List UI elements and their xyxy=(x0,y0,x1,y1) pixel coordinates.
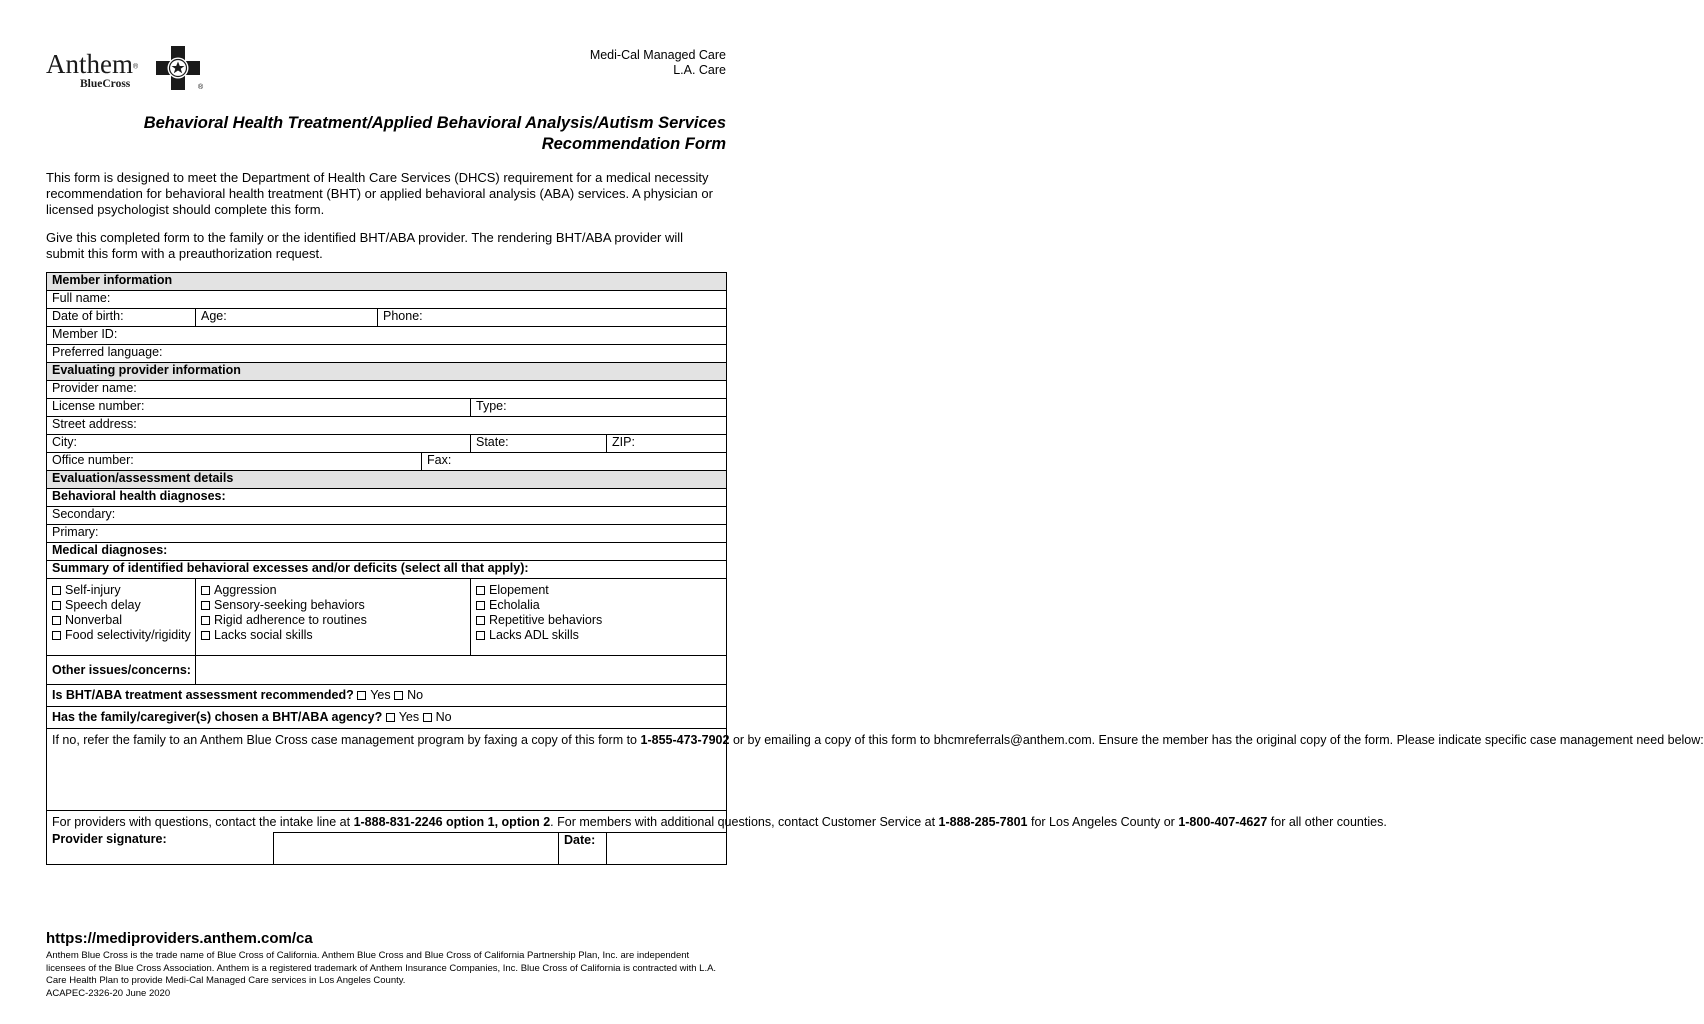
license-number-field[interactable]: License number: xyxy=(47,399,471,417)
checkbox-box-icon xyxy=(357,691,366,700)
checkbox-box-icon xyxy=(52,601,61,610)
logo-wordmark: Anthem® xyxy=(46,49,139,79)
legal-disclaimer xyxy=(46,950,726,1000)
checkbox-box-icon xyxy=(476,631,485,640)
medical-diagnoses-field[interactable]: Medical diagnoses: xyxy=(47,543,727,561)
checkbox-aggression[interactable]: Aggression xyxy=(201,583,465,598)
primary-diagnosis-field[interactable]: Primary: xyxy=(47,525,727,543)
checkbox-repetitive-behaviors[interactable]: Repetitive behaviors xyxy=(476,613,721,628)
section-heading-member: Member information xyxy=(47,273,727,291)
checkbox-lacks-adl-skills[interactable]: Lacks ADL skills xyxy=(476,628,721,643)
provider-name-field[interactable]: Provider name: xyxy=(47,381,727,399)
provider-website-link[interactable]: https://mediproviders.anthem.com/ca xyxy=(46,930,313,947)
checkbox-box-icon xyxy=(52,631,61,640)
member-id-field[interactable]: Member ID: xyxy=(47,327,727,345)
checkbox-box-icon xyxy=(476,601,485,610)
checkbox-rigid-adherence[interactable]: Rigid adherence to routines xyxy=(201,613,465,628)
phone-field[interactable]: Phone: xyxy=(378,309,727,327)
provider-contact-info: For providers with questions, contact the intake line at 1-888-831-2246 option 1, option 2. For members with additional questions, contact Customer Service at 1-888-285-7801 for Los Angeles County or 1-800-407-4627 for all other counties. xyxy=(47,810,727,832)
logo-subtitle: BlueCross xyxy=(80,78,131,90)
intro-paragraph-instructions: Give this completed form to the family or the identified BHT/ABA provider. The rendering BHT/ABA provider will submit this form with a preauthorization request. xyxy=(46,230,684,261)
checkbox-box-icon xyxy=(201,601,210,610)
checkbox-box-icon xyxy=(423,713,432,722)
no-checkbox-agency[interactable]: No xyxy=(423,710,452,724)
checkbox-food-selectivity[interactable]: Food selectivity/rigidity xyxy=(52,628,190,643)
form-code: ACAPEC-2326-20 June 2020 xyxy=(46,987,171,999)
question-agency-chosen: Has the family/caregiver(s) chosen a BHT/ABA agency? Yes No xyxy=(47,707,727,729)
checkbox-column-2 xyxy=(196,579,471,656)
legal-disclaimer-text: Anthem Blue Cross is the trade name of Blue Cross of California. Anthem Blue Cross and Blue Cross of California Partnership Plan, Inc. are independent licensees of the Blue Cross Association. Anthem is a registered trademark of Anthem Insurance Companies, Inc. Blue Cross of California is contracted with L.A. Care Health Plan to provide Medi-Cal Managed Care services in Los Angeles County. xyxy=(46,950,717,986)
yes-checkbox-assessment[interactable]: Yes xyxy=(357,688,390,702)
form-title-line2: Recommendation Form xyxy=(541,135,726,153)
date-field[interactable] xyxy=(607,832,727,864)
checkbox-box-icon xyxy=(476,616,485,625)
checkbox-column-3 xyxy=(471,579,727,656)
anthem-logo xyxy=(46,44,206,94)
checkbox-column-1 xyxy=(47,579,196,656)
checkbox-sensory-seeking[interactable]: Sensory-seeking behaviors xyxy=(201,598,465,613)
recommendation-form-table xyxy=(46,272,1704,865)
question-assessment-recommended: Is BHT/ABA treatment assessment recommended? Yes No xyxy=(47,685,727,707)
intake-line-number: 1-888-831-2246 option 1, option 2 xyxy=(353,814,551,829)
checkbox-box-icon xyxy=(394,691,403,700)
checkbox-lacks-social-skills[interactable]: Lacks social skills xyxy=(201,628,465,643)
fax-field[interactable]: Fax: xyxy=(422,453,727,471)
intro-paragraph-purpose: This form is designed to meet the Department of Health Care Services (DHCS) requirement for a medical necessity recommendation for behavioral health treatment (BHT) or applied behavioral analysis (ABA) services. A physician or licensed psychologist should complete this form. xyxy=(46,170,713,217)
behavioral-health-diagnoses-label: Behavioral health diagnoses: xyxy=(47,489,727,507)
other-issues-field[interactable] xyxy=(196,656,727,685)
other-issues-label: Other issues/concerns: xyxy=(47,656,196,685)
office-number-field[interactable]: Office number: xyxy=(47,453,422,471)
plan-names xyxy=(590,48,726,78)
no-checkbox-assessment[interactable]: No xyxy=(394,688,423,702)
provider-signature-field[interactable] xyxy=(274,832,559,864)
registered-mark: ® xyxy=(198,84,204,91)
checkbox-speech-delay[interactable]: Speech delay xyxy=(52,598,190,613)
summary-label: Summary of identified behavioral excesses and/or deficits (select all that apply): xyxy=(47,561,727,579)
blue-cross-shield-icon xyxy=(154,44,202,92)
checkbox-nonverbal[interactable]: Nonverbal xyxy=(52,613,190,628)
checkbox-box-icon xyxy=(52,586,61,595)
date-label: Date: xyxy=(559,832,607,864)
plan-name-medi-cal: Medi-Cal Managed Care xyxy=(589,48,726,62)
plan-name-la-care: L.A. Care xyxy=(673,63,726,77)
checkbox-elopement[interactable]: Elopement xyxy=(476,583,721,598)
provider-signature-label: Provider signature: xyxy=(47,832,274,864)
full-name-field[interactable]: Full name: xyxy=(47,291,727,309)
preferred-language-field[interactable]: Preferred language: xyxy=(47,345,727,363)
checkbox-box-icon xyxy=(201,586,210,595)
checkbox-box-icon xyxy=(52,616,61,625)
section-heading-provider: Evaluating provider information xyxy=(47,363,727,381)
customer-service-other-number: 1-800-407-4627 xyxy=(1178,814,1268,829)
case-management-referral-text: If no, refer the family to an Anthem Blue Cross case management program by faxing a copy of this form to 1-855-473-7902 or by emailing a copy of this form to bhcmreferrals@anthem.com. Ensure the member has the original copy of the form. Please indicate specific case management need below: xyxy=(47,729,727,755)
form-title-line1: Behavioral Health Treatment/Applied Behavioral Analysis/Autism Services xyxy=(143,114,726,132)
zip-field[interactable]: ZIP: xyxy=(607,435,727,453)
case-management-need-field[interactable] xyxy=(47,754,727,810)
checkbox-box-icon xyxy=(386,713,395,722)
street-address-field[interactable]: Street address: xyxy=(47,417,727,435)
secondary-diagnosis-field[interactable]: Secondary: xyxy=(47,507,727,525)
provider-type-field[interactable]: Type: xyxy=(471,399,727,417)
date-of-birth-field[interactable]: Date of birth: xyxy=(47,309,196,327)
form-title xyxy=(46,113,726,155)
referral-fax-number: 1-855-473-7902 xyxy=(640,733,730,747)
yes-checkbox-agency[interactable]: Yes xyxy=(386,710,419,724)
section-heading-evaluation: Evaluation/assessment details xyxy=(47,471,727,489)
customer-service-la-number: 1-888-285-7801 xyxy=(938,814,1028,829)
state-field[interactable]: State: xyxy=(471,435,607,453)
age-field[interactable]: Age: xyxy=(196,309,378,327)
city-field[interactable]: City: xyxy=(47,435,471,453)
checkbox-box-icon xyxy=(201,616,210,625)
checkbox-box-icon xyxy=(201,631,210,640)
checkbox-echolalia[interactable]: Echolalia xyxy=(476,598,721,613)
checkbox-box-icon xyxy=(476,586,485,595)
checkbox-self-injury[interactable]: Self-injury xyxy=(52,583,190,598)
